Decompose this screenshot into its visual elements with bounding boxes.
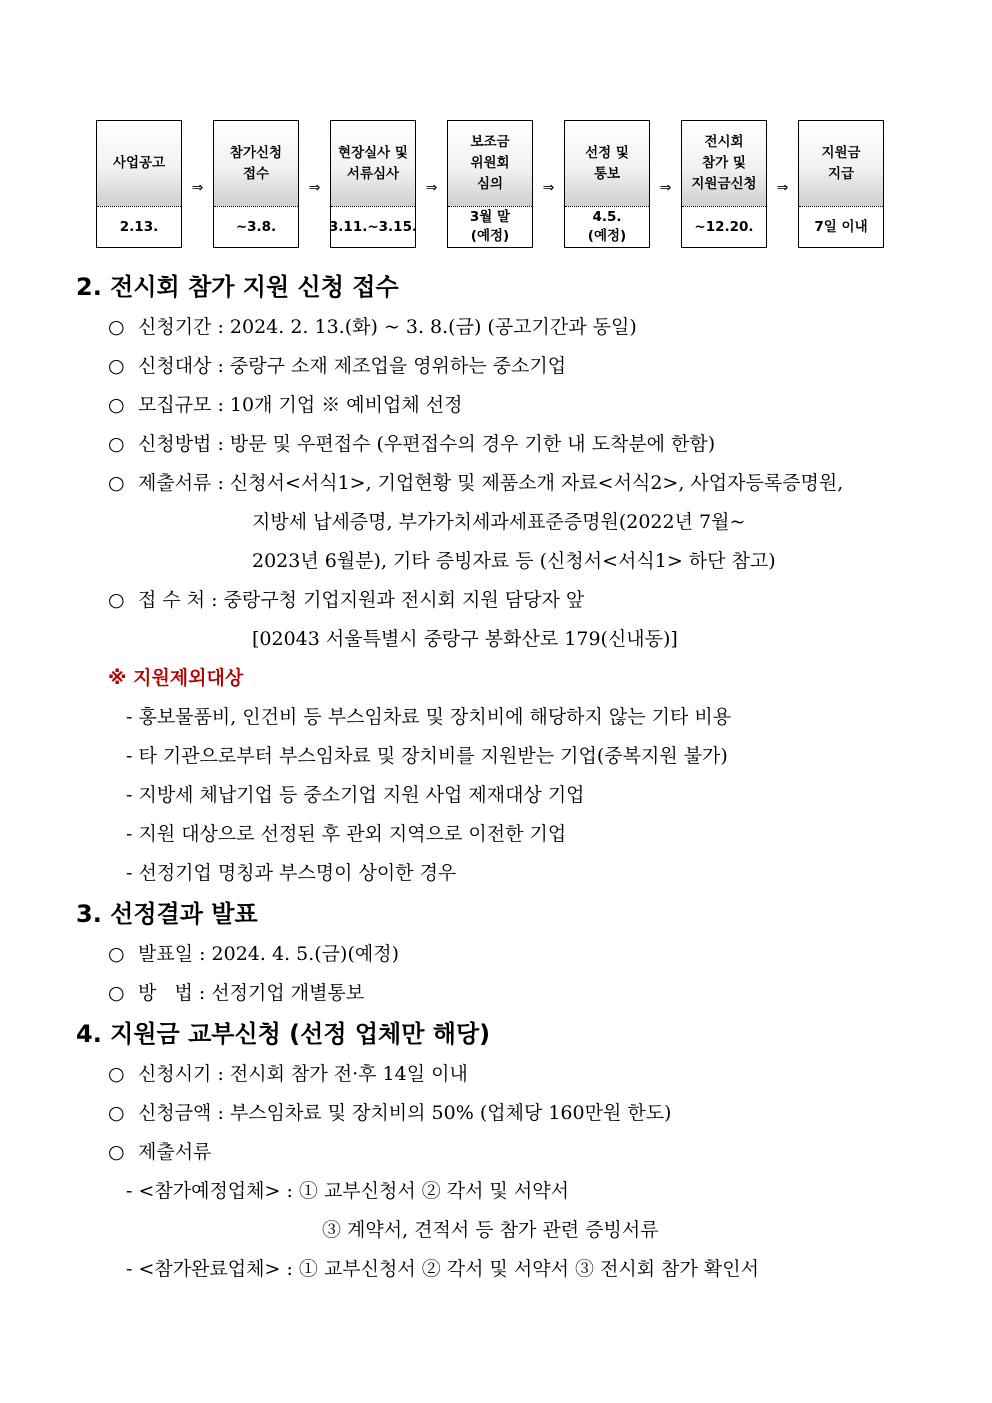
list-item: ○ 신청대상 : 중랑구 소재 제조업을 영위하는 중소기업 xyxy=(76,347,896,386)
document-body xyxy=(76,266,896,1289)
list-item: ○ 신청시기 : 전시회 참가 전·후 14일 이내 xyxy=(76,1055,896,1094)
flow-step-participation xyxy=(681,120,767,248)
list-item-continuation: 2023년 6월분), 기타 증빙자료 등 (신청서<서식1> 하단 참고) xyxy=(252,550,776,572)
flow-step-title: 지원금 지급 xyxy=(799,121,883,207)
process-flow xyxy=(96,120,884,248)
bullet-circle-icon: ○ xyxy=(108,433,125,455)
bullet-circle-icon: ○ xyxy=(108,1063,125,1085)
bullet-circle-icon: ○ xyxy=(108,394,125,416)
bullet-circle-icon: ○ xyxy=(108,943,125,965)
list-item-continuation: 지방세 납세증명, 부가가치세과세표준증명원(2022년 7월~ xyxy=(252,511,746,533)
flow-step-date: 7일 이내 xyxy=(814,218,868,235)
flow-step-title: 보조금 위원회 심의 xyxy=(448,121,532,207)
flow-step-selection xyxy=(564,120,650,248)
bullet-circle-icon: ○ xyxy=(108,1102,125,1124)
flow-step-announcement xyxy=(96,120,182,248)
required-docs-planned: - <참가예정업체> : ① 교부신청서 ② 각서 및 서약서 xyxy=(126,1180,569,1202)
required-docs-planned-continuation: ③ 계약서, 견적서 등 참가 관련 증빙서류 xyxy=(322,1219,659,1241)
flow-step-committee xyxy=(447,120,533,248)
arrow-right-icon: ⇒ xyxy=(308,180,321,196)
flow-step-payment xyxy=(798,120,884,248)
flow-step-application xyxy=(213,120,299,248)
arrow-right-icon: ⇒ xyxy=(776,180,789,196)
bullet-circle-icon: ○ xyxy=(108,1141,125,1163)
exclusion-item: - 홍보물품비, 인건비 등 부스임차료 및 장치비에 해당하지 않는 기타 비용 xyxy=(126,706,732,728)
bullet-circle-icon: ○ xyxy=(108,316,125,338)
exclusion-item: - 선정기업 명칭과 부스명이 상이한 경우 xyxy=(126,862,457,884)
arrow-right-icon: ⇒ xyxy=(425,180,438,196)
list-item: ○ 제출서류 : 신청서<서식1>, 기업현황 및 제품소개 자료<서식2>, 사업자등록증명원, xyxy=(76,464,896,503)
flow-step-title: 사업공고 xyxy=(97,121,181,207)
address-line: [02043 서울특별시 중랑구 봉화산로 179(신내동)] xyxy=(252,628,678,650)
flow-step-date: 2.13. xyxy=(119,218,159,235)
list-item: ○ 신청금액 : 부스임차료 및 장치비의 50% (업체당 160만원 한도) xyxy=(76,1094,896,1133)
section-heading-application: 2. 전시회 참가 지원 신청 접수 xyxy=(76,273,399,301)
list-item: ○ 발표일 : 2024. 4. 5.(금)(예정) xyxy=(76,935,896,974)
flow-step-date: ~3.8. xyxy=(235,218,277,235)
bullet-circle-icon: ○ xyxy=(108,982,125,1004)
bullet-circle-icon: ○ xyxy=(108,472,125,494)
flow-step-title: 참가신청 접수 xyxy=(214,121,298,207)
flow-step-inspection xyxy=(330,120,416,248)
exclusion-item: - 지원 대상으로 선정된 후 관외 지역으로 이전한 기업 xyxy=(126,823,567,845)
exclusion-item: - 지방세 체납기업 등 중소기업 지원 사업 제재대상 기업 xyxy=(126,784,585,806)
flow-step-date: 3.11.~3.15. xyxy=(328,218,418,235)
required-docs-completed: - <참가완료업체> : ① 교부신청서 ② 각서 및 서약서 ③ 전시회 참가 확인서 xyxy=(126,1258,759,1280)
list-item: ○ 신청방법 : 방문 및 우편접수 (우편접수의 경우 기한 내 도착분에 한함) xyxy=(76,425,896,464)
flow-step-date: 3월 말 (예정) xyxy=(469,209,511,244)
list-item: ○ 신청기간 : 2024. 2. 13.(화) ~ 3. 8.(금) (공고기간과 동일) xyxy=(76,308,896,347)
bullet-circle-icon: ○ xyxy=(108,589,125,611)
flow-step-date: ~12.20. xyxy=(694,218,754,235)
exclusion-title: ※ 지원제외대상 xyxy=(108,667,244,689)
flow-step-title: 전시회 참가 및 지원금신청 xyxy=(682,121,766,207)
section-heading-results: 3. 선정결과 발표 xyxy=(76,900,258,928)
list-item: ○ 제출서류 xyxy=(76,1133,896,1172)
flow-step-title: 현장실사 및 서류심사 xyxy=(331,121,415,207)
exclusion-item: - 타 기관으로부터 부스임차료 및 장치비를 지원받는 기업(중복지원 불가) xyxy=(126,745,728,767)
section-heading-subsidy: 4. 지원금 교부신청 (선정 업체만 해당) xyxy=(76,1020,491,1048)
flow-step-date: 4.5. (예정) xyxy=(587,209,627,244)
flow-step-title: 선정 및 통보 xyxy=(565,121,649,207)
arrow-right-icon: ⇒ xyxy=(191,180,204,196)
list-item: ○ 방 법 : 선정기업 개별통보 xyxy=(76,974,896,1013)
arrow-right-icon: ⇒ xyxy=(542,180,555,196)
list-item: ○ 모집규모 : 10개 기업 ※ 예비업체 선정 xyxy=(76,386,896,425)
arrow-right-icon: ⇒ xyxy=(659,180,672,196)
bullet-circle-icon: ○ xyxy=(108,355,125,377)
list-item: ○ 접 수 처 : 중랑구청 기업지원과 전시회 지원 담당자 앞 xyxy=(76,581,896,620)
